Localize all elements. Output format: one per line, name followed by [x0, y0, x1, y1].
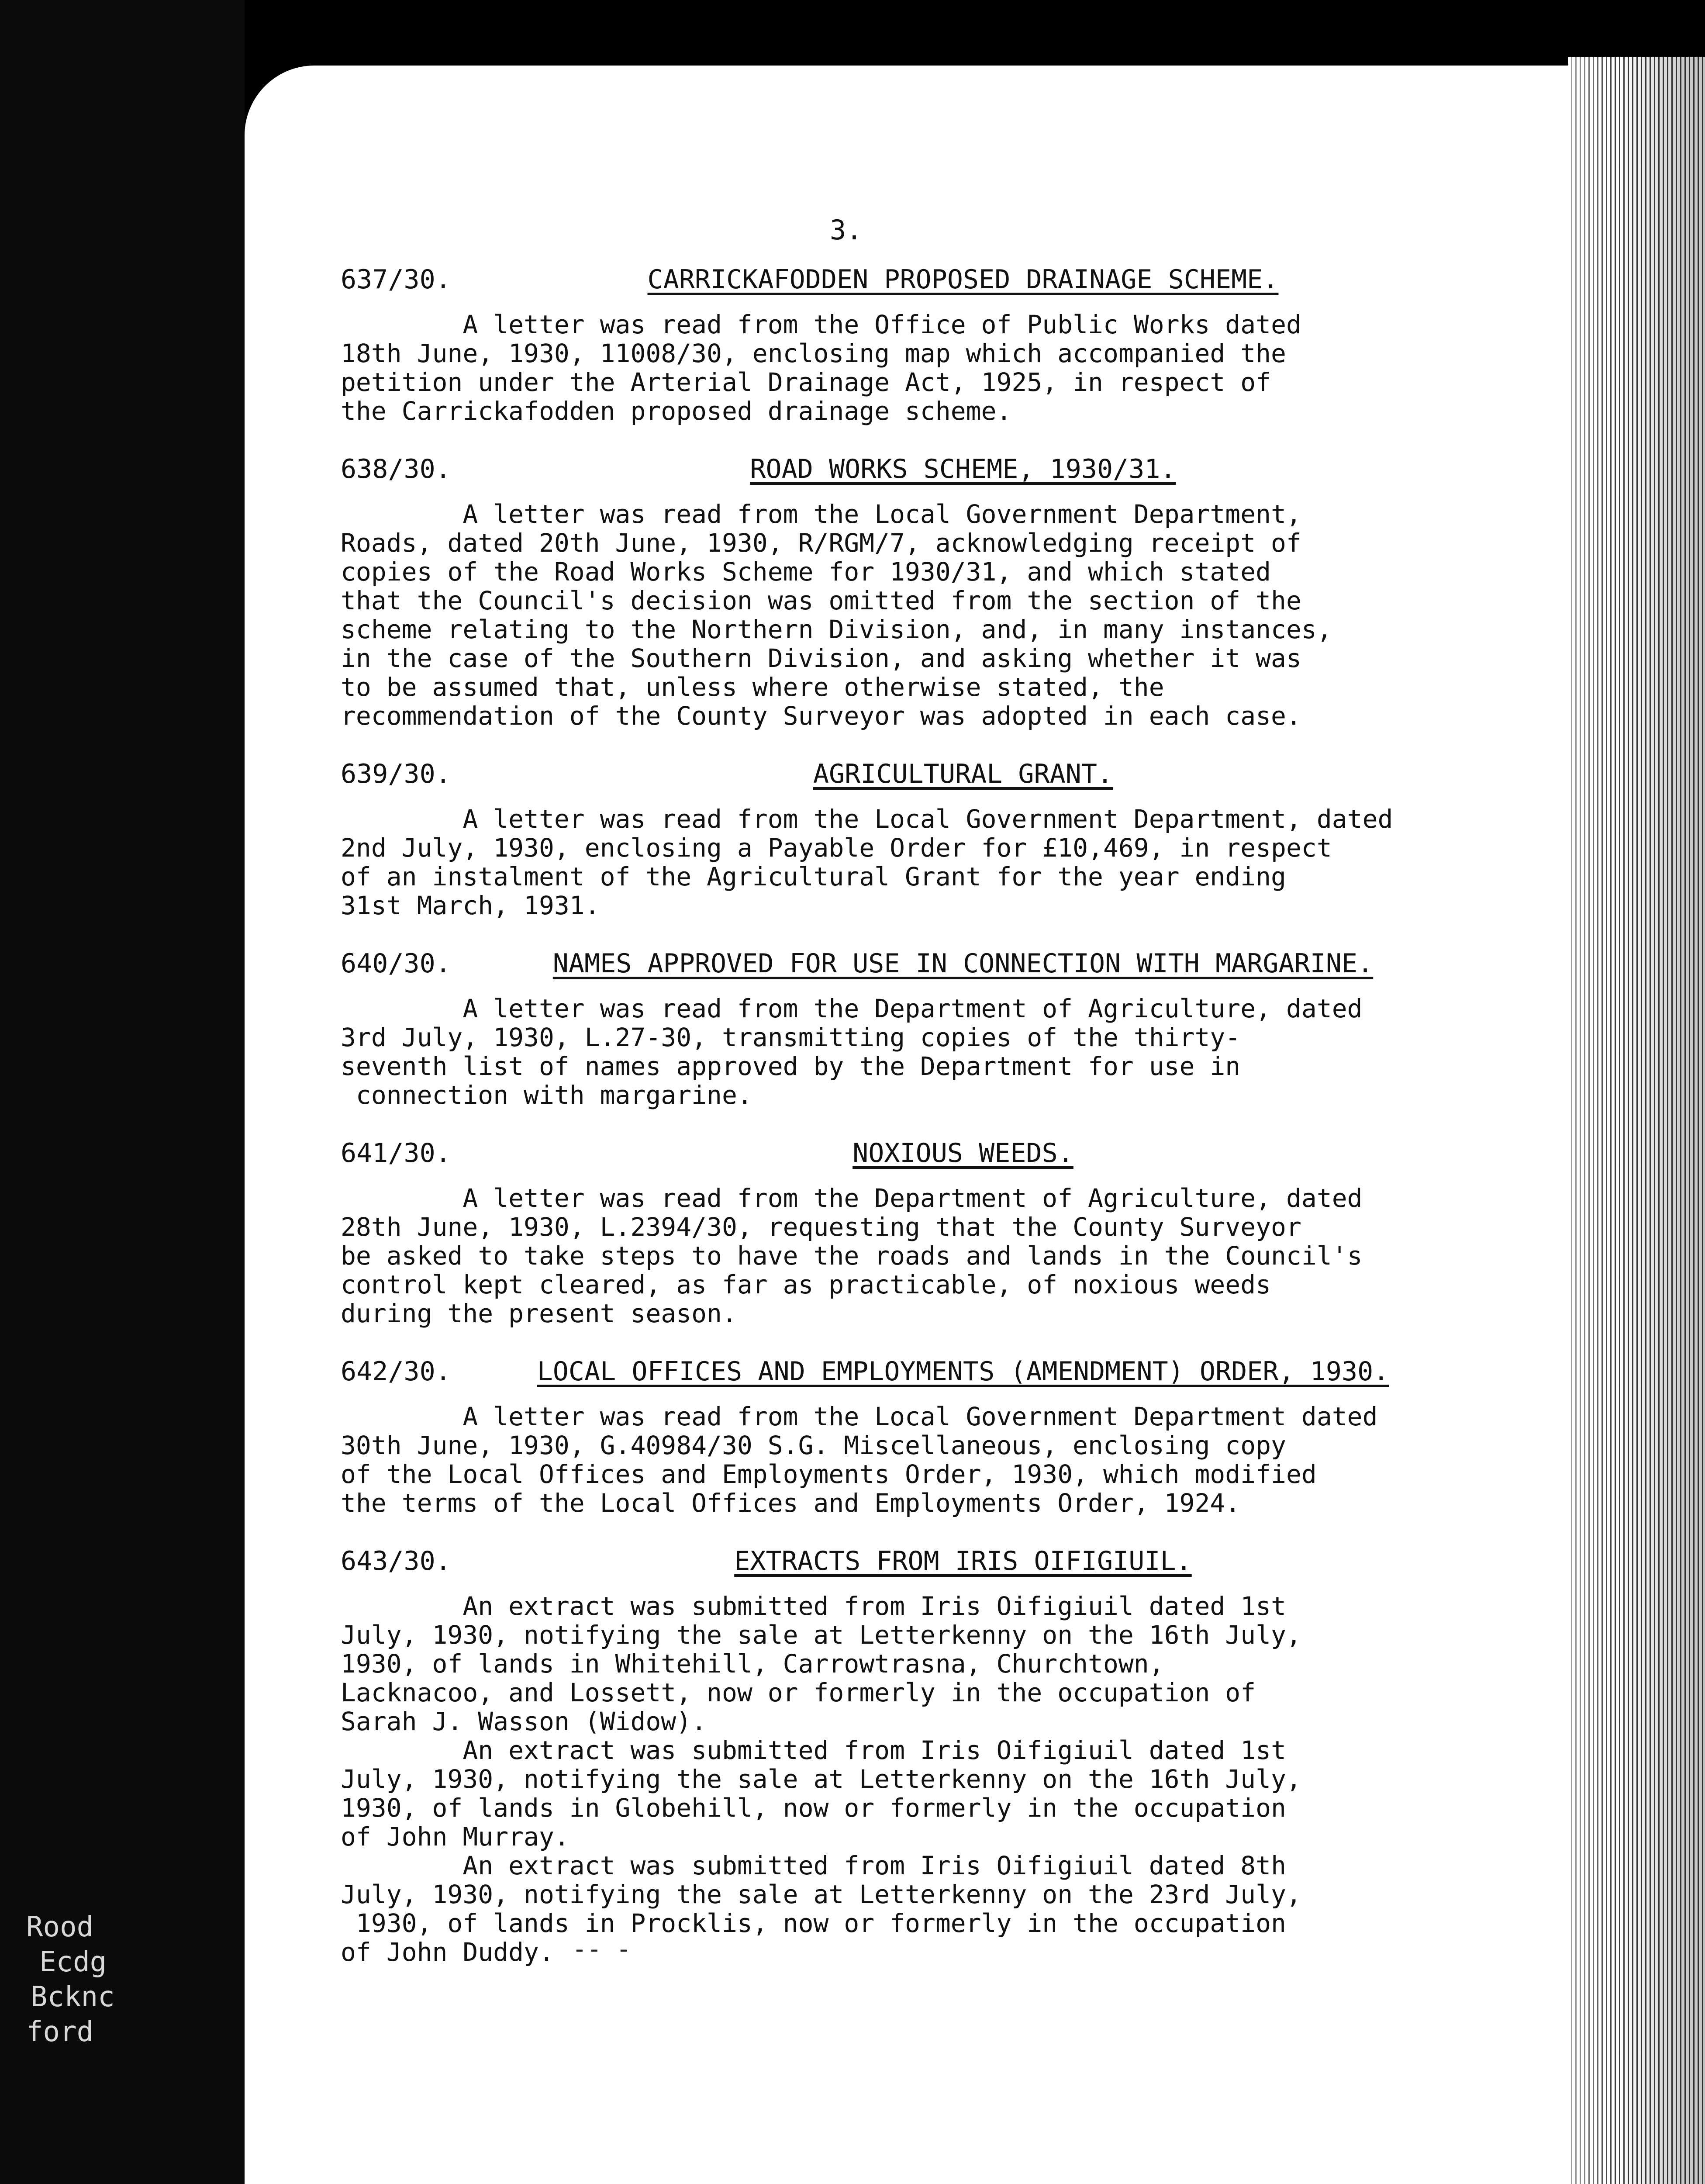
minute-entry — [341, 1136, 1411, 1328]
entry-paragraph: A letter was read from the Department of Agriculture, dated 28th June, 1930, L.2394/30, requesting that the County Surveyor be asked to take steps to have the roads and lands in the Council's control kept cleared, as far as practicable, of noxious weeds during the present season. — [341, 1183, 1363, 1328]
margin-mark: Rood — [26, 1911, 94, 1943]
left-page-edge — [0, 0, 245, 2184]
margin-mark: ford — [26, 2016, 94, 2048]
entry-title: ROAD WORKS SCHEME, 1930/31. — [750, 454, 1176, 484]
entry-paragraph: A letter was read from the Office of Public Works dated 18th June, 1930, 11008/30, enclosing map which accompanied the petition under the Arterial Drainage Act, 1925, in respect of the Carrickafodden proposed drainage scheme. — [341, 310, 1301, 426]
entry-reference: 638/30. — [341, 454, 451, 484]
minute-entry — [341, 452, 1411, 730]
stacked-page-edges — [1568, 57, 1705, 2184]
entry-heading — [341, 262, 1411, 297]
entry-reference: 637/30. — [341, 264, 451, 295]
minute-entry — [341, 757, 1411, 920]
minute-entry — [341, 1354, 1411, 1517]
minute-entry — [341, 1544, 1411, 1966]
entry-heading — [341, 1544, 1411, 1579]
margin-mark: Bcknc — [31, 1981, 115, 2013]
entry-paragraph: An extract was submitted from Iris Oifigiuil dated 1st July, 1930, notifying the sale at Letterkenny on the 16th July, 1930, of lands in Whitehill, Carrowtrasna, Churchtown, Lacknacoo, and Lossett, now or formerly in the occupation of Sarah J. Wasson (Widow). — [341, 1591, 1301, 1736]
entry-title: CARRICKAFODDEN PROPOSED DRAINAGE SCHEME. — [647, 264, 1279, 295]
entry-title: AGRICULTURAL GRANT. — [813, 759, 1113, 789]
entry-title: EXTRACTS FROM IRIS OIFIGIUIL. — [734, 1546, 1192, 1576]
minutes-body — [341, 262, 1411, 1993]
entry-reference: 639/30. — [341, 759, 451, 789]
entry-heading — [341, 1354, 1411, 1389]
entry-heading — [341, 757, 1411, 791]
entry-heading — [341, 946, 1411, 981]
entry-paragraph: A letter was read from the Local Government Department dated 30th June, 1930, G.40984/30 S.G. Miscellaneous, enclosing copy of the Local Offices and Employments Order, 1930, which modified the terms of the Local Offices and Employments Order, 1924. — [341, 1402, 1378, 1518]
entry-title: NOXIOUS WEEDS. — [852, 1138, 1073, 1168]
entry-heading — [341, 452, 1411, 487]
minute-entry — [341, 262, 1411, 425]
entry-paragraph: A letter was read from the Department of Agriculture, dated 3rd July, 1930, L.27-30, transmitting copies of the thirty- seventh list of names approved by the Department for use in connection with margarine. — [341, 994, 1363, 1110]
margin-mark: Ecdg — [39, 1946, 107, 1978]
footer-mark: -- - — [572, 1935, 631, 1963]
entry-title: NAMES APPROVED FOR USE IN CONNECTION WITH MARGARINE. — [552, 948, 1374, 979]
entry-reference: 640/30. — [341, 948, 451, 979]
entry-title: LOCAL OFFICES AND EMPLOYMENTS (AMENDMENT) ORDER, 1930. — [537, 1356, 1389, 1387]
entry-reference: 641/30. — [341, 1138, 451, 1168]
entry-paragraph: A letter was read from the Local Government Department, Roads, dated 20th June, 1930, R/RGM/7, acknowledging receipt of copies of the Road Works Scheme for 1930/31, and which stated that the Council's decision was omitted from the section of the scheme relating to the Northern Division, and, in many instances, in the case of the Southern Division, and asking whether it was to be assumed that, unless where otherwise stated, the recommendation of the County Surveyor was adopted in each case. — [341, 499, 1332, 731]
minute-entry — [341, 946, 1411, 1109]
entry-reference: 642/30. — [341, 1356, 451, 1387]
entry-paragraph: A letter was read from the Local Government Department, dated 2nd July, 1930, enclosing a Payable Order for £10,469, in respect of an instalment of the Agricultural Grant for the year ending 31st March, 1931. — [341, 804, 1393, 920]
entry-paragraph: An extract was submitted from Iris Oifigiuil dated 8th July, 1930, notifying the sale at Letterkenny on the 23rd July, 1930, of lands in Procklis, now or formerly in the occupation of John Duddy. — [341, 1851, 1301, 1967]
page-number: 3. — [830, 214, 863, 246]
entry-reference: 643/30. — [341, 1546, 451, 1576]
entry-paragraph: An extract was submitted from Iris Oifigiuil dated 1st July, 1930, notifying the sale at Letterkenny on the 16th July, 1930, of lands in Globehill, now or formerly in the occupation of John Murray. — [341, 1735, 1301, 1852]
entry-heading — [341, 1136, 1411, 1171]
